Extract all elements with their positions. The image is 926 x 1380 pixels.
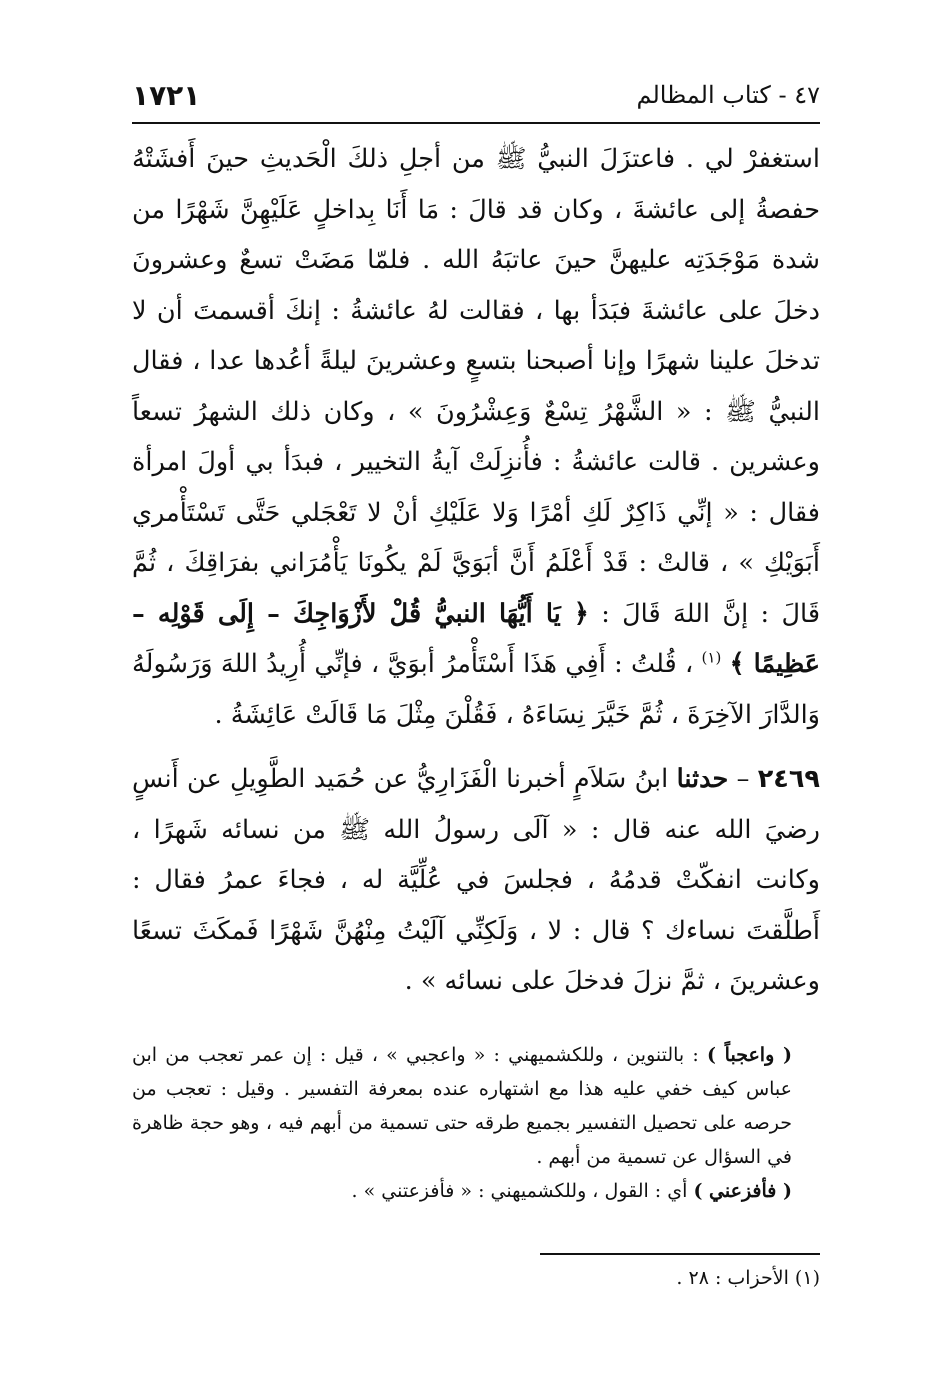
hadith-2469 <box>132 754 820 1007</box>
page-number: ١٧٢١ <box>132 78 201 112</box>
hadith-dash: – <box>728 764 758 794</box>
footnote: (١) الأحزاب : ٢٨ . <box>676 1267 820 1289</box>
chapter-title: ٤٧ - كتاب المظالم <box>636 81 820 109</box>
quran-quote: ﴿ يَا أَيُّهَا النبيُّ قُلْ لأَزْوَاجِكَ – إِلَى قَوْلِه – عَظِيمًا ﴾ <box>132 598 820 679</box>
hadith-number: ٢٤٦٩ <box>757 764 820 794</box>
header-divider <box>132 122 820 124</box>
hadith-2469-text: ابنُ سَلاَمٍ أخبرنا الْفَزَارِيُّ عن حُمَيد الطَّوِيلِ عن أَنسٍ رضيَ الله عنه قال : « آلَى رسولُ الله ﷺ من نسائه شَهرًا ، وكانت انفكّتْ قدمُهُ ، فجلسَ في عُلِّيَّة له ، فجاءَ عمرُ فقال : أَطلَّقتَ نساءك ؟ قال : لا ، وَلَكِنِّي آلَيْتُ مِنْهُنَّ شَهْرًا فَمكَثَ تسعًا وعشرينَ ، ثمَّ نزلَ فدخلَ على نسائه » . <box>132 764 820 996</box>
footnote-marker: (١) <box>701 648 722 667</box>
commentary-item-2 <box>132 1174 820 1208</box>
hadith-text-after: ، قُلتُ : أَفِي هَذَا أَسْتَأْمرُ أبوَيَّ ، فإنِّي أُرِيدُ اللهَ وَرَسُولَهُ وَالدَّارَ الآخِرَةَ ، ثُمَّ خَيَّرَ نِسَاءَهُ ، فَقُلْنَ مِثْلَ مَا قَالَتْ عَائِشَةُ . <box>132 649 820 730</box>
hadith-2468-continuation <box>132 134 820 740</box>
commentary <box>132 1038 820 1208</box>
commentary-text-2: أي : القول ، وللكشميهني : « فأفزعتني » . <box>351 1180 694 1202</box>
hadith-lead: حدثنا <box>676 764 729 794</box>
commentary-text-1: : بالتنوين ، وللكشميهني : « واعجبي » ، قيل : إن عمر تعجب من ابن عباس كيف خفي عليه هذا مع اشتهاره عنده بمعرفة التفسير . وقيل : تعجب من حرصه على تحصيل التفسير بجميع طرقه حتى تسمية من أبهم فيه ، وهو حجة ظاهرة في السؤال عن تسمية من أبهم . <box>132 1044 792 1168</box>
commentary-term-1: ( واعجباً ) <box>706 1044 792 1066</box>
page-header <box>132 72 820 118</box>
footnote-divider <box>540 1253 820 1255</box>
hadith-text: استغفرْ لي . فاعتزَلَ النبيُّ ﷺ من أجلِ ذلكَ الْحَديثِ حينَ أَفشَتْهُ حفصةُ إلى عائشةَ ، وكان قد قالَ : مَا أَنَا بِداخلٍ عَلَيْهِنَّ شَهْرًا من شدة مَوْجَدَتِه عليهنَّ حينَ عاتبَهُ الله . فلمّا مَضَتْ تسعٌ وعشرونَ دخلَ على عائشةَ فبَدَأ بها ، فقالت لهُ عائشةُ : إنكَ أقسمتَ أن لا تدخلَ علينا شهرًا وإنا أصبحنا بتسعٍ وعشرينَ ليلةً أعُدها عدا ، فقال النبيُّ ﷺ : « الشَّهْرُ تِسْعٌ وَعِشْرُونَ » ، وكان ذلك الشهرُ تسعاً وعشرين . قالت عائشةُ : فأُنزِلَتْ آيةُ التخيير ، فبدَأ بي أولَ امرأة فقال : « إنِّي ذَاكِرٌ لَكِ أمْرًا وَلا عَلَيْكِ أنْ لا تَعْجَلي حَتَّى تَسْتَأْمري أَبَوَيْكِ » ، قالتْ : قَدْ أَعْلَمُ أَنَّ أبَوَيَّ لَمْ يكُونَا يَأْمُرَاني بفرَاقِكَ ، ثُمَّ قَالَ : إنَّ اللهَ قَالَ : <box>132 144 821 629</box>
commentary-term-2: ( فأفزعني ) <box>693 1180 792 1202</box>
commentary-item-1 <box>132 1038 820 1174</box>
main-text <box>132 134 820 1007</box>
